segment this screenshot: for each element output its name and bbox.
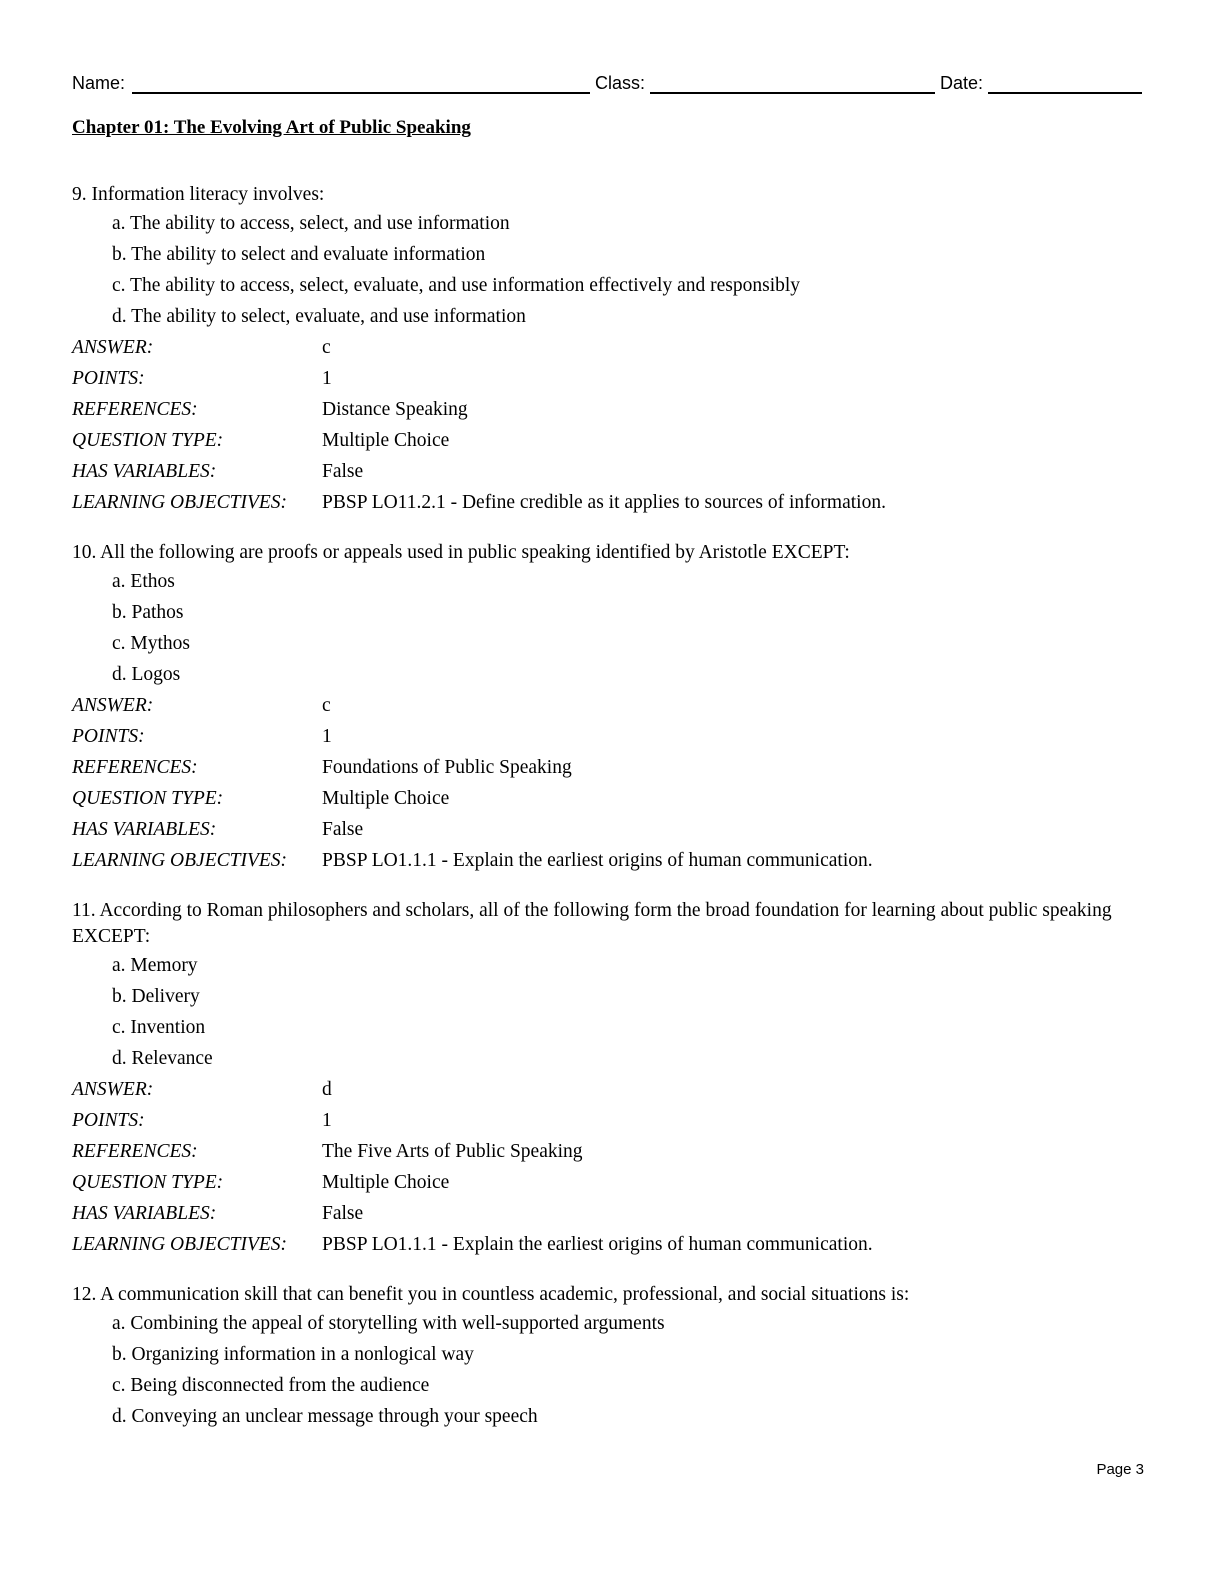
answer-option: a. The ability to access, select, and use information — [112, 213, 510, 234]
metadata-value: c — [322, 695, 331, 716]
metadata-row — [72, 1229, 1152, 1260]
metadata-value: 1 — [322, 1110, 332, 1131]
answer-option: a. Combining the appeal of storytelling with well-supported arguments — [112, 1313, 665, 1334]
metadata-key: REFERENCES: — [72, 1141, 198, 1162]
class-field-line — [650, 92, 935, 94]
metadata-row — [72, 752, 1152, 783]
page-number: Page 3 — [1096, 1461, 1144, 1478]
answer-option: a. Memory — [112, 955, 198, 976]
answer-option: d. Conveying an unclear message through your speech — [112, 1406, 538, 1427]
metadata-key: QUESTION TYPE: — [72, 1172, 224, 1193]
answer-option: c. Mythos — [112, 633, 190, 654]
metadata-row — [72, 845, 1152, 876]
name-label: Name: — [72, 73, 126, 93]
metadata-value: PBSP LO1.1.1 - Explain the earliest origins of human communication. — [322, 850, 873, 871]
metadata-value: PBSP LO1.1.1 - Explain the earliest origins of human communication. — [322, 1234, 873, 1255]
question-stem: 10. All the following are proofs or appeals used in public speaking identified by Aristotle EXCEPT: — [72, 542, 850, 563]
metadata-row — [72, 1074, 1152, 1105]
answer-option: a. Ethos — [112, 571, 175, 592]
metadata-row — [72, 814, 1152, 845]
metadata-row — [72, 783, 1152, 814]
metadata-row — [72, 690, 1152, 721]
metadata-row — [72, 1136, 1152, 1167]
question-list — [72, 182, 1152, 1432]
metadata-value: Distance Speaking — [322, 399, 468, 420]
metadata-key: POINTS: — [72, 726, 145, 747]
metadata-key: LEARNING OBJECTIVES: — [72, 492, 288, 513]
answer-option: c. Invention — [112, 1017, 206, 1038]
metadata-row — [72, 456, 1152, 487]
form-header — [72, 72, 1144, 98]
metadata-row — [72, 1105, 1152, 1136]
date-field-line — [988, 92, 1142, 94]
answer-option: d. Logos — [112, 664, 181, 685]
metadata-row — [72, 394, 1152, 425]
metadata-value: False — [322, 461, 364, 482]
answer-option: b. Delivery — [112, 986, 200, 1007]
question-block — [72, 898, 1152, 1260]
metadata-row — [72, 1167, 1152, 1198]
question-block — [72, 540, 1152, 876]
answer-option: b. The ability to select and evaluate information — [112, 244, 486, 265]
question-stem: 12. A communication skill that can benefit you in countless academic, professional, and social situations is: — [72, 1284, 910, 1305]
answer-option: b. Pathos — [112, 602, 184, 623]
answer-option: c. Being disconnected from the audience — [112, 1375, 430, 1396]
metadata-row — [72, 363, 1152, 394]
metadata-row — [72, 425, 1152, 456]
metadata-value: Multiple Choice — [322, 788, 450, 809]
metadata-key: REFERENCES: — [72, 757, 198, 778]
metadata-value: The Five Arts of Public Speaking — [322, 1141, 583, 1162]
metadata-key: POINTS: — [72, 1110, 145, 1131]
metadata-key: QUESTION TYPE: — [72, 788, 224, 809]
metadata-key: LEARNING OBJECTIVES: — [72, 850, 288, 871]
metadata-value: Foundations of Public Speaking — [322, 757, 572, 778]
answer-option: b. Organizing information in a nonlogical way — [112, 1344, 474, 1365]
metadata-value: Multiple Choice — [322, 430, 450, 451]
metadata-value: False — [322, 819, 364, 840]
question-stem: 11. According to Roman philosophers and scholars, all of the following form the broad foundation for learning about public speaking EXCEPT: — [72, 900, 1112, 947]
date-label: Date: — [940, 73, 984, 93]
metadata-row — [72, 721, 1152, 752]
name-field-line — [132, 92, 590, 94]
metadata-key: ANSWER: — [72, 337, 154, 358]
metadata-key: HAS VARIABLES: — [72, 819, 217, 840]
question-block — [72, 182, 1152, 518]
class-label: Class: — [595, 73, 646, 93]
metadata-row — [72, 487, 1152, 518]
metadata-value: PBSP LO11.2.1 - Define credible as it applies to sources of information. — [322, 492, 886, 513]
answer-option: c. The ability to access, select, evaluate, and use information effectively and responsibly — [112, 275, 801, 296]
question-stem: 9. Information literacy involves: — [72, 184, 325, 205]
metadata-value: 1 — [322, 368, 332, 389]
metadata-key: POINTS: — [72, 368, 145, 389]
answer-option: d. The ability to select, evaluate, and use information — [112, 306, 526, 327]
metadata-row — [72, 332, 1152, 363]
metadata-key: ANSWER: — [72, 695, 154, 716]
answer-option: d. Relevance — [112, 1048, 213, 1069]
metadata-value: 1 — [322, 726, 332, 747]
metadata-key: QUESTION TYPE: — [72, 430, 224, 451]
metadata-key: ANSWER: — [72, 1079, 154, 1100]
metadata-value: d — [322, 1079, 332, 1100]
metadata-key: HAS VARIABLES: — [72, 461, 217, 482]
metadata-value: False — [322, 1203, 364, 1224]
metadata-value: Multiple Choice — [322, 1172, 450, 1193]
metadata-value: c — [322, 337, 331, 358]
metadata-key: REFERENCES: — [72, 399, 198, 420]
metadata-key: HAS VARIABLES: — [72, 1203, 217, 1224]
metadata-row — [72, 1198, 1152, 1229]
chapter-title: Chapter 01: The Evolving Art of Public Speaking — [72, 117, 471, 138]
metadata-key: LEARNING OBJECTIVES: — [72, 1234, 288, 1255]
question-block — [72, 1282, 1152, 1432]
